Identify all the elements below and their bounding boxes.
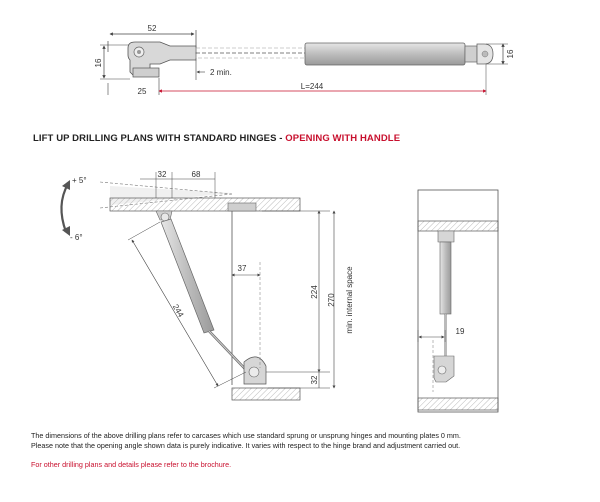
note-line-1: The dimensions of the above drilling plans refer to carcases which use standard sprung or unsprung hinges and mounting plates 0 mm.: [31, 431, 461, 440]
dim-25: 25: [137, 87, 147, 96]
dim-32-top: 32: [157, 170, 167, 179]
dim-L244: L=244: [300, 82, 324, 91]
section-heading: [33, 133, 400, 144]
internal-space-label: min. internal space: [345, 266, 354, 334]
dim-19: 19: [455, 327, 465, 336]
note-line-2: Please note that the opening angle shown data is purely indicative. It varies with respect to the hinge brand and adjustment carried out.: [31, 441, 461, 450]
dim-16-left: 16: [94, 58, 103, 68]
heading-main: LIFT UP DRILLING PLANS WITH STANDARD HINGES -: [33, 133, 286, 144]
dim-68: 68: [191, 170, 201, 179]
dim-2min: 2 min.: [210, 68, 232, 77]
note-line-3: For other drilling plans and details please refer to the brochure.: [31, 460, 232, 469]
dim-32-bottom: 32: [310, 375, 319, 385]
dim-224: 224: [310, 285, 319, 299]
drilling-plan-front-view: [418, 190, 498, 412]
gas-spring-side-view: [94, 24, 515, 96]
dim-244: 244: [170, 302, 186, 319]
dim-270: 270: [327, 293, 336, 307]
heading-highlight: OPENING WITH HANDLE: [285, 133, 401, 144]
angle-plus-5: + 5°: [72, 176, 87, 185]
angle-minus-6: - 6°: [70, 233, 83, 242]
dim-37: 37: [237, 264, 247, 273]
dim-16-right: 16: [506, 49, 515, 59]
notes-block: [31, 431, 571, 470]
drilling-plan-side-view: [61, 170, 354, 400]
dim-52: 52: [147, 24, 157, 33]
